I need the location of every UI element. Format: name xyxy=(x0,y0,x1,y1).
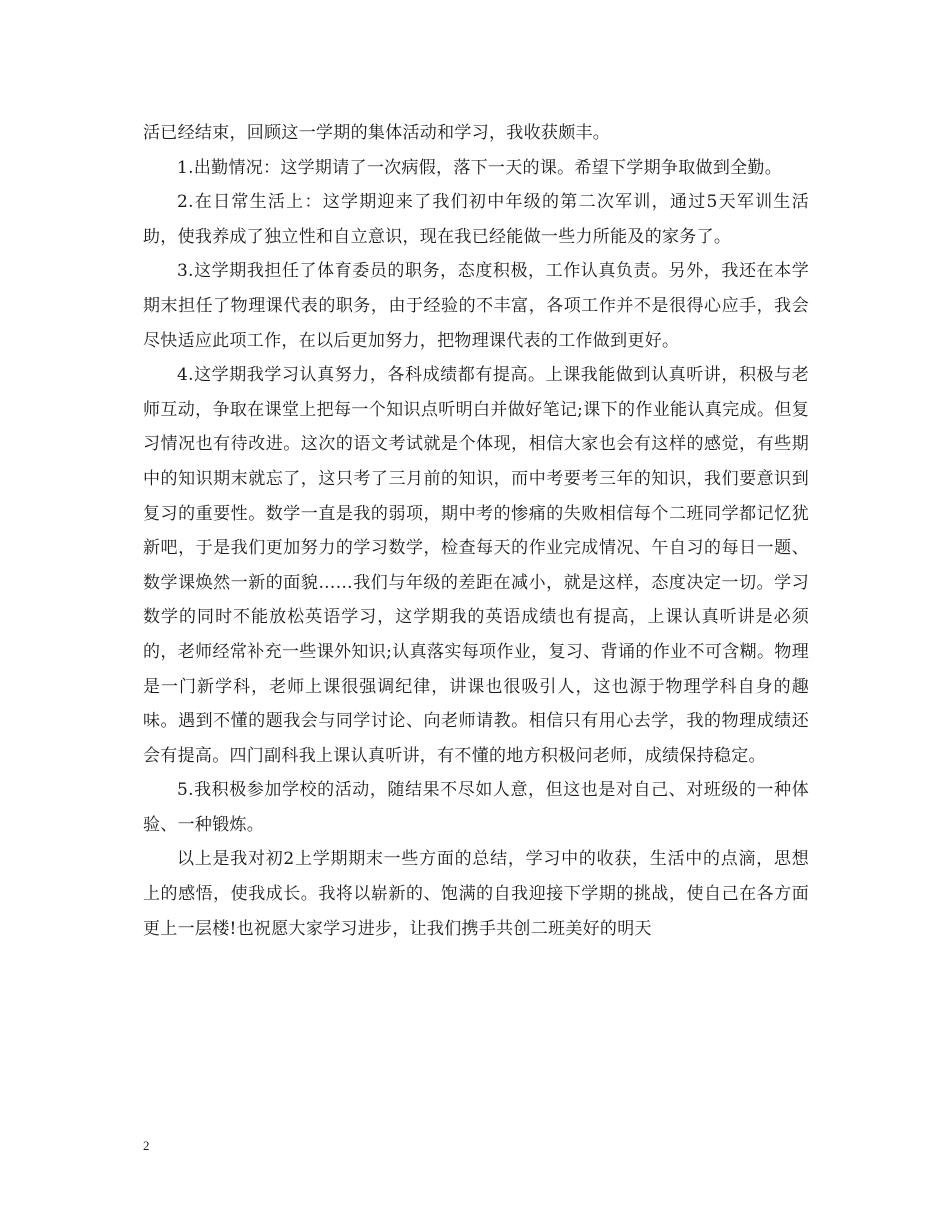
page-number: 2 xyxy=(143,1138,150,1153)
paragraph-continuation: 活已经结束，回顾这一学期的集体活动和学习，我收获颇丰。 xyxy=(143,123,611,143)
paragraph-conclusion: 以上是我对初2上学期期末一些方面的总结，学习中的收获，生活中的点滴，思想上的感悟，使我成长。我将以崭新的、饱满的自我迎接下学期的挑战，使自己在各方面更上一层楼!也祝愿大家学习进步，让我们携手共创二班美好的明天 xyxy=(143,849,809,939)
document-body xyxy=(143,116,809,946)
paragraph-attendance: 1.出勤情况：这学期请了一次病假，落下一天的课。希望下学期争取做到全勤。 xyxy=(177,157,783,178)
paragraph-activities: 5.我积极参加学校的活动，随结果不尽如人意，但这也是对自己、对班级的一种体验、一种锻炼。 xyxy=(143,780,809,835)
paragraph-study: 4.这学期我学习认真努力，各科成绩都有提高。上课我能做到认真听讲，积极与老师互动，争取在课堂上把每一个知识点听明白并做好笔记;课下的作业能认真完成。但复习情况也有待改进。这次的语文考试就是个体现，相信大家也会有这样的感觉，有些期中的知识期末就忘了，这只考了三月前的知识，而中考要考三年的知识，我们要意识到复习的重要性。数学一直是我的弱项，期中考的惨痛的失败相信每个二班同学都记忆犹新吧，于是我们更加努力的学习数学，检查每天的作业完成情况、午自习的每日一题、数学课焕然一新的面貌……我们与年级的差距在减小，就是这样，态度决定一切。学习数学的同时不能放松英语学习，这学期我的英语成绩也有提高，上课认真听讲是必须的，老师经常补充一些课外知识;认真落实每项作业，复习、背诵的作业不可含糊。物理是一门新学科，老师上课很强调纪律，讲课也很吸引人，这也源于物理学科自身的趣味。遇到不懂的题我会与同学讨论、向老师请教。相信只有用心去学，我的物理成绩还会有提高。四门副科我上课认真听讲，有不懂的地方积极问老师，成绩保持稳定。 xyxy=(143,365,809,766)
paragraph-duties: 3.这学期我担任了体育委员的职务，态度积极，工作认真负责。另外，我还在本学期末担任了物理课代表的职务，由于经验的不丰富，各项工作并不是很得心应手，我会尽快适应此项工作，在以后更加努力，把物理课代表的工作做到更好。 xyxy=(143,261,809,351)
paragraph-daily-life: 2.在日常生活上：这学期迎来了我们初中年级的第二次军训，通过5天军训生活助，使我养成了独立性和自立意识，现在我已经能做一些力所能及的家务了。 xyxy=(143,192,809,247)
